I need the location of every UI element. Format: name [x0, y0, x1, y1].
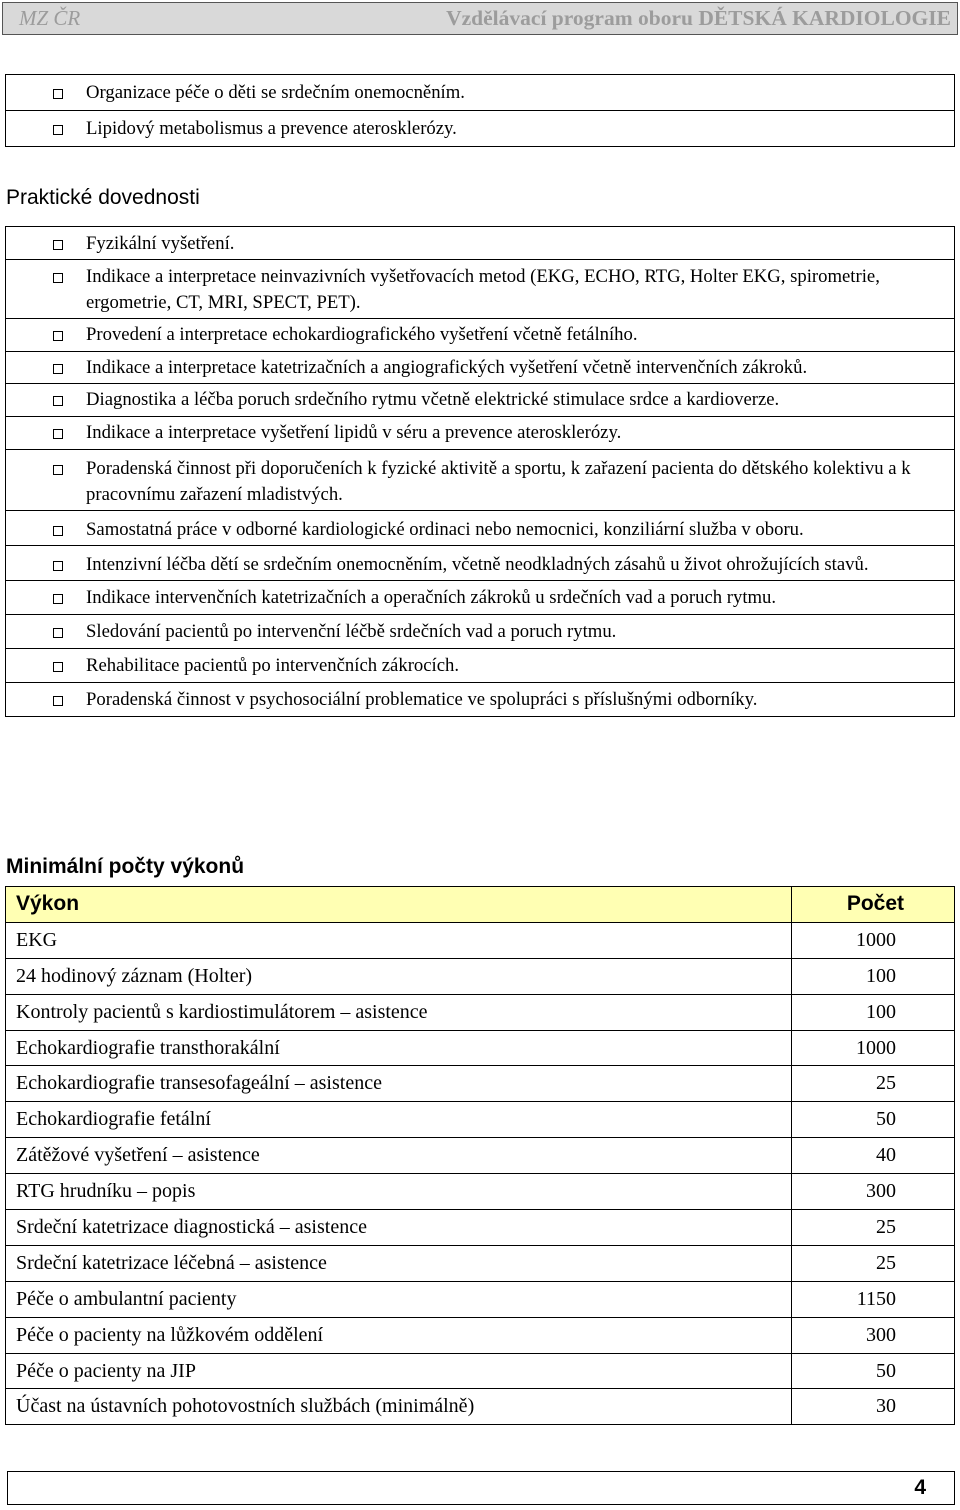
- table-header-row: [6, 887, 955, 923]
- checkbox-bullet-icon: [6, 653, 86, 679]
- checkbox-bullet-icon: [6, 517, 86, 543]
- cell-count: 1000: [792, 1030, 955, 1066]
- top-bullet-list: [5, 74, 955, 147]
- table-row: [6, 1174, 955, 1210]
- section-title-minimum: Minimální počty výkonů: [6, 855, 245, 878]
- list-item: Fyzikální vyšetření.: [5, 226, 955, 260]
- cell-action: Srdeční katetrizace diagnostická – asistence: [6, 1210, 792, 1246]
- table-row: [6, 1317, 955, 1353]
- cell-action: Péče o pacienty na lůžkovém oddělení: [6, 1317, 792, 1353]
- checkbox-bullet-icon: [6, 355, 86, 381]
- cell-action: Péče o pacienty na JIP: [6, 1353, 792, 1389]
- page-footer: [7, 1471, 955, 1505]
- table-row: [6, 1389, 955, 1425]
- checkbox-bullet-icon: [6, 322, 86, 348]
- cell-action: 24 hodinový záznam (Holter): [6, 958, 792, 994]
- cell-count: 300: [792, 1174, 955, 1210]
- list-item: Indikace intervenčních katetrizačních a operačních zákroků u srdečních vad a poruch rytmu.: [5, 581, 955, 615]
- table-row: [6, 1066, 955, 1102]
- list-item: Provedení a interpretace echokardiografického vyšetření včetně fetálního.: [5, 319, 955, 352]
- checkbox-bullet-icon: [6, 420, 86, 446]
- list-item: Diagnostika a léčba poruch srdečního rytmu včetně elektrické stimulace srdce a kardioverze.: [5, 384, 955, 417]
- cell-action: Srdeční katetrizace léčebná – asistence: [6, 1245, 792, 1281]
- list-item: Rehabilitace pacientů po intervenčních zákrocích.: [5, 649, 955, 683]
- cell-count: 25: [792, 1245, 955, 1281]
- header-ministry: MZ ČR: [19, 6, 81, 30]
- cell-count: 25: [792, 1066, 955, 1102]
- checkbox-bullet-icon: [6, 687, 86, 713]
- column-header-action: Výkon: [6, 887, 792, 923]
- list-item: Poradenská činnost v psychosociální problematice ve spolupráci s příslušnými odborníky.: [5, 683, 955, 717]
- checkbox-bullet-icon: [6, 231, 86, 257]
- table-row: [6, 922, 955, 958]
- cell-action: Echokardiografie fetální: [6, 1102, 792, 1138]
- list-item: Samostatná práce v odborné kardiologické ordinaci nebo nemocnici, konziliární služba v oboru.: [5, 511, 955, 546]
- cell-action: EKG: [6, 922, 792, 958]
- table-row: [6, 1353, 955, 1389]
- table-row: [6, 1245, 955, 1281]
- list-item: Indikace a interpretace neinvazivních vyšetřovacích metod (EKG, ECHO, RTG, Holter EKG, spirometrie, ergometrie, CT, MRI, SPECT, PET).: [5, 260, 955, 319]
- checkbox-bullet-icon: [6, 619, 86, 645]
- cell-count: 50: [792, 1102, 955, 1138]
- cell-count: 1000: [792, 922, 955, 958]
- cell-count: 30: [792, 1389, 955, 1425]
- checkbox-bullet-icon: [6, 387, 86, 413]
- list-item: Indikace a interpretace katetrizačních a angiografických vyšetření včetně intervenčních zákroků.: [5, 352, 955, 384]
- list-item: Indikace a interpretace vyšetření lipidů v séru a prevence aterosklerózy.: [5, 417, 955, 450]
- cell-count: 40: [792, 1138, 955, 1174]
- cell-action: RTG hrudníku – popis: [6, 1174, 792, 1210]
- checkbox-bullet-icon: [6, 80, 86, 106]
- column-header-count: Počet: [792, 887, 955, 923]
- cell-count: 50: [792, 1353, 955, 1389]
- cell-count: 25: [792, 1210, 955, 1246]
- table-row: [6, 994, 955, 1030]
- list-item: Poradenská činnost při doporučeních k fyzické aktivitě a sportu, k zařazení pacienta do dětského kolektivu a k pracovnímu zařazení mladistvých.: [5, 450, 955, 511]
- header-program-title: Vzdělávací program oboru DĚTSKÁ KARDIOLOGIE: [446, 6, 951, 30]
- minimum-procedures-table: [5, 886, 955, 1425]
- cell-count: 100: [792, 994, 955, 1030]
- table-row: [6, 1102, 955, 1138]
- list-item: Lipidový metabolismus a prevence aterosklerózy.: [5, 111, 955, 147]
- checkbox-bullet-icon: [6, 456, 86, 482]
- cell-count: 100: [792, 958, 955, 994]
- checkbox-bullet-icon: [6, 552, 86, 578]
- checkbox-bullet-icon: [6, 264, 86, 290]
- cell-count: 300: [792, 1317, 955, 1353]
- table-row: [6, 1210, 955, 1246]
- table-row: [6, 1281, 955, 1317]
- cell-action: Echokardiografie transthorakální: [6, 1030, 792, 1066]
- cell-action: Echokardiografie transesofageální – asistence: [6, 1066, 792, 1102]
- checkbox-bullet-icon: [6, 116, 86, 142]
- practical-skills-list: [5, 226, 955, 717]
- page-number: 4: [914, 1476, 926, 1499]
- table-row: [6, 1030, 955, 1066]
- cell-count: 1150: [792, 1281, 955, 1317]
- cell-action: Účast na ústavních pohotovostních službách (minimálně): [6, 1389, 792, 1425]
- cell-action: Péče o ambulantní pacienty: [6, 1281, 792, 1317]
- cell-action: Zátěžové vyšetření – asistence: [6, 1138, 792, 1174]
- section-title-practical: Praktické dovednosti: [6, 186, 200, 209]
- list-item: Intenzivní léčba dětí se srdečním onemocněním, včetně neodkladných zásahů u život ohrožujících stavů.: [5, 546, 955, 581]
- table-row: [6, 958, 955, 994]
- list-item: Organizace péče o děti se srdečním onemocněním.: [5, 74, 955, 111]
- page-header: [2, 2, 958, 35]
- list-item: Sledování pacientů po intervenční léčbě srdečních vad a poruch rytmu.: [5, 615, 955, 649]
- table-row: [6, 1138, 955, 1174]
- checkbox-bullet-icon: [6, 585, 86, 611]
- cell-action: Kontroly pacientů s kardiostimulátorem – asistence: [6, 994, 792, 1030]
